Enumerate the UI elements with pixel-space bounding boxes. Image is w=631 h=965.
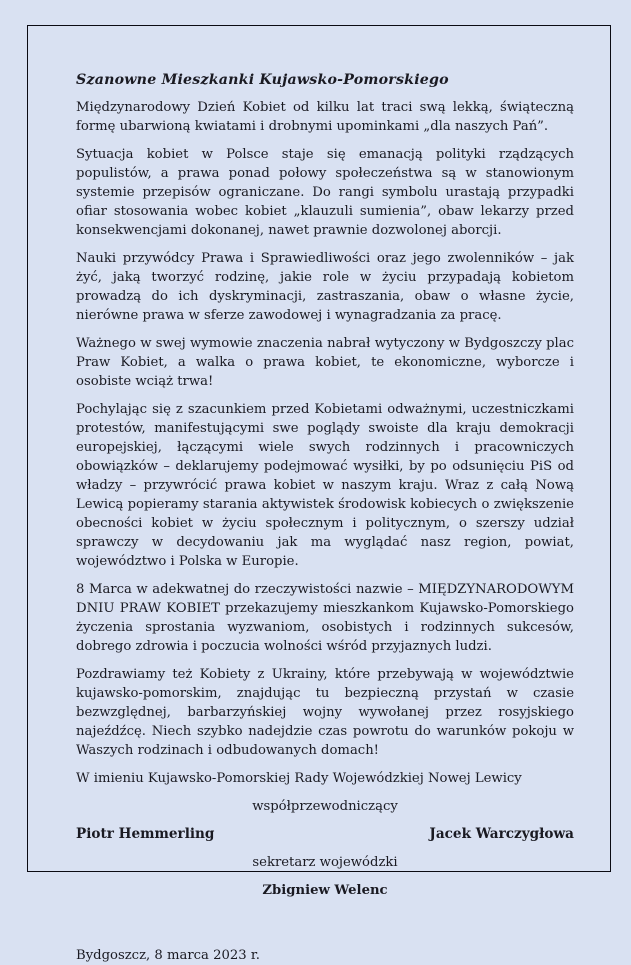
secretary-title: sekretarz wojewódzki	[252, 855, 398, 870]
salutation-heading: Szanowne Mieszkanki Kujawsko-Pomorskiego	[76, 72, 449, 88]
secretary-name: Zbigniew Welenc	[262, 883, 388, 898]
paragraph-ukraine-greetings: Pozdrawiamy też Kobiety z Ukrainy, które przebywają w województwie kujawsko-pomorskim, znajdując tu bezpieczną przystań w czasie bezwzględnej, barbarzyńskiej wojny wywołanej przez rosyjskiego najeźdźcę. Niech szybko nadejdzie czas powrotu do warunków pokoju w Waszych rodzinach i odbudowanych domach!	[76, 667, 574, 758]
letter-content	[28, 26, 610, 965]
paragraph-bydgoszcz-square: Ważnego w swej wymowie znaczenia nabrał wytyczony w Bydgoszczy plac Praw Kobiet, a walka o prawa kobiet, te ekonomiczne, wyborcze i osobiste wciąż trwa!	[76, 336, 574, 389]
co-chair-right-name: Jacek Warczygłowa	[429, 826, 574, 842]
co-chairs-title: współprzewodniczący	[252, 799, 398, 814]
on-behalf-line: W imieniu Kujawsko-Pomorskiej Rady Wojewódzkiej Nowej Lewicy	[76, 771, 522, 786]
co-chair-left-name: Piotr Hemmerling	[76, 826, 215, 842]
co-chairs-signatures	[76, 825, 574, 844]
paragraph-respect-declaration: Pochylając się z szacunkiem przed Kobietami odważnymi, uczestniczkami protestów, manifestującymi swe poglądy swoiste dla kraju demokracji europejskiej, łączącymi wiele swych rodzinnych i pracowniczych obowiązków – deklarujemy podejmować wysiłki, by po odsunięciu PiS od władzy – przywrócić prawa kobiet w naszym kraju. Wraz z całą Nową Lewicą popieramy starania aktywistek środowisk kobiecych o zwiększenie obecności kobiet w życiu społecznym i politycznym, o szerszy udział sprawczy w decydowaniu jak ma wyglądać nasz region, powiat, województwo i Polska w Europie.	[76, 402, 574, 569]
paragraph-pis-teachings: Nauki przywódcy Prawa i Sprawiedliwości oraz jego zwolenników – jak żyć, jaką tworzyć rodzinę, jakie role w życiu przypadają kobietom prowadzą do ich dyskryminacji, zastraszania, obaw o własne życie, nierówne prawa w sferze zawodowej i wynagradzania za pracę.	[76, 251, 574, 323]
paragraph-situation-of-women: Sytuacja kobiet w Polsce staje się emanacją polityki rządzących populistów, a prawa ponad połowy społeczeństwa są w stanowionym systemie przepisów ograniczane. Do rangi symbolu urastają przypadki ofiar stosowania wobec kobiet „klauzuli sumienia”, obaw lekarzy przed konsekwencjami dokonanej, nawet prawnie dozwolonej aborcji.	[76, 147, 574, 238]
page-border-frame	[27, 25, 611, 963]
paragraph-women-day-form: Międzynarodowy Dzień Kobiet od kilku lat traci swą lekką, świąteczną formę ubarwioną kwiatami i drobnymi upominkami „dla naszych Pań”.	[76, 100, 574, 134]
dateline: Bydgoszcz, 8 marca 2023 r.	[76, 948, 260, 963]
paragraph-march-8-wishes: 8 Marca w adekwatnej do rzeczywistości nazwie – MIĘDZYNARODOWYM DNIU PRAW KOBIET przekazujemy mieszkankom Kujawsko-Pomorskiego życzenia sprostania wyzwaniom, osobistych i rodzinnych sukcesów, dobrego zdrowia i poczucia wolności wśród przyjaznych ludzi.	[76, 582, 574, 654]
